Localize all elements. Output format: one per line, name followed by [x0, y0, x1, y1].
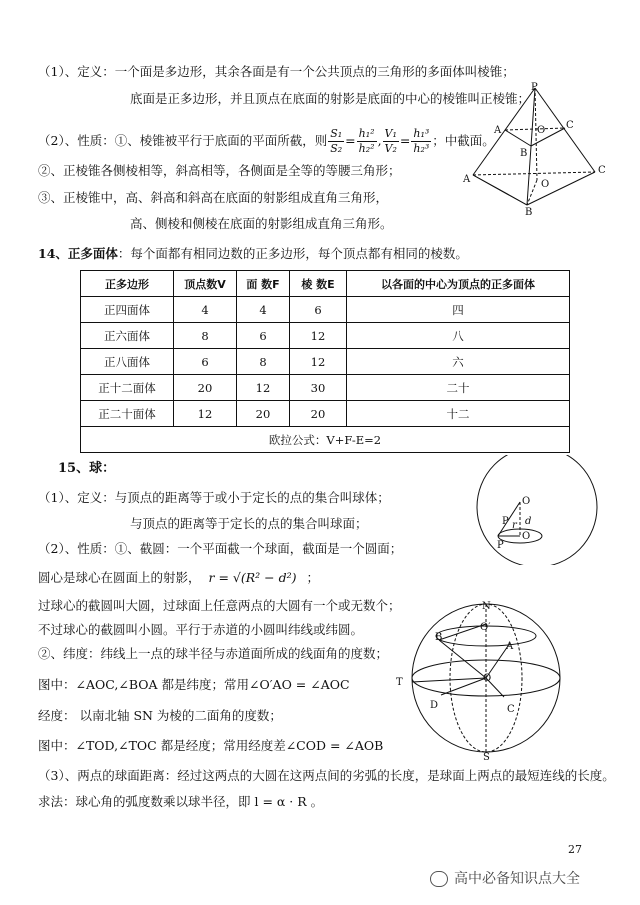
- table-row: [81, 323, 570, 349]
- table-cell: 八: [347, 323, 570, 349]
- table-cell: 20: [290, 401, 347, 427]
- sphere-section-figure: [462, 455, 612, 565]
- polyhedra-table: [80, 270, 570, 453]
- table-cell: 12: [237, 375, 290, 401]
- spherical-distance-method: 求法：球心角的弧度数乘以球半径，即 l = α · R 。: [38, 794, 324, 809]
- globe-label-a: A: [506, 641, 514, 652]
- pyramid-label-p: P: [531, 82, 538, 93]
- table-cell: 正六面体: [81, 323, 174, 349]
- polyhedra-heading: 14、正多面体：每个面都有相同边数的正多边形，每个顶点都有相同的棱数。: [38, 246, 468, 261]
- sphere-property-1d: 不过球心的截圆叫小圆。平行于赤道的小圆叫纬线或纬圆。: [38, 622, 364, 637]
- table-cell: 四: [347, 297, 570, 323]
- column-header: 正多边形: [81, 271, 174, 297]
- table-cell: 正十二面体: [81, 375, 174, 401]
- table-cell: 十二: [347, 401, 570, 427]
- column-header: 以各面的中心为顶点的正多面体: [347, 271, 570, 297]
- pyramid-property-3b: 高、侧棱和侧棱在底面的射影组成直角三角形。: [130, 216, 393, 231]
- wechat-icon: [430, 871, 448, 887]
- pyramid-label-o: O: [541, 179, 550, 190]
- pyramid-property-1: （2）、性质：①、棱锥被平行于底面的平面所截，则 $\frac{\text{S₁}}{\text{S₂}}$ = $\frac{\text{h₁²}}{\text{h₂²}}$ , $\frac{\text{V₁}}{\text{V₂}}$ = $\frac{\text{h₁³}}{\text{h₂³}}$ ；中截面。: [38, 127, 495, 155]
- table-cell: 30: [290, 375, 347, 401]
- table-row: [81, 349, 570, 375]
- globe-label-t: T: [396, 677, 403, 688]
- table-cell: 六: [347, 349, 570, 375]
- small-sphere-label-r: r: [512, 520, 517, 531]
- small-sphere-label-p: P: [502, 516, 509, 527]
- pyramid-label-o-top: O: [537, 125, 546, 136]
- pyramid-label-a: A: [463, 174, 471, 185]
- euler-formula: 欧拉公式：V+F-E=2: [81, 427, 570, 453]
- sphere-property-1: （2）、性质：①、截圆：一个平面截一个球面，截面是一个圆面；: [38, 541, 403, 556]
- pyramid-label-c: C: [598, 165, 606, 176]
- table-cell: 6: [174, 349, 237, 375]
- globe-label-o: O: [483, 673, 492, 684]
- column-header: 面 数F: [237, 271, 290, 297]
- small-sphere-label-d: d: [525, 516, 532, 527]
- column-header: 顶点数V: [174, 271, 237, 297]
- sphere-heading: 15、球：: [58, 461, 116, 476]
- pyramid-label-a-top: A: [494, 125, 502, 136]
- latitude-figure-note: 图中：∠AOC,∠BOA 都是纬度；常用∠O′AO = ∠AOC: [38, 677, 350, 692]
- table-cell: 4: [237, 297, 290, 323]
- pyramid-label-b: B: [525, 207, 533, 218]
- table-row: [81, 375, 570, 401]
- pyramid-property-3a: ③、正棱锥中，高、斜高和斜高在底面的射影组成直角三角形，: [38, 190, 389, 205]
- globe-label-n: N: [482, 601, 491, 612]
- table-cell: 8: [174, 323, 237, 349]
- pyramid-figure: [455, 80, 630, 230]
- table-row: [81, 401, 570, 427]
- longitude-definition: 经度： 以南北轴 SN 为棱的二面角的度数；: [38, 708, 282, 723]
- page-number: 27: [568, 843, 582, 856]
- pyramid-definition-2: 底面是正多边形，并且顶点在底面的射影是底面的中心的棱锥叫正棱锥；: [130, 91, 531, 106]
- small-sphere-label-o-bottom: O: [522, 531, 531, 542]
- sphere-definition-2: 与顶点的距离等于定长的点的集合叫球面；: [130, 516, 368, 531]
- longitude-figure-note: 图中：∠TOD,∠TOC 都是经度；常用经度差∠COD = ∠AOB: [38, 738, 384, 753]
- table-cell: 20: [237, 401, 290, 427]
- pyramid-label-b-top: B: [520, 148, 528, 159]
- sphere-property-2: ②、纬度：纬线上一点的球半径与赤道面所成的线面角的度数；: [38, 646, 389, 661]
- table-cell: 6: [237, 323, 290, 349]
- table-cell: 正四面体: [81, 297, 174, 323]
- sphere-definition-1: （1）、定义：与顶点的距离等于或小于定长的点的集合叫球体；: [38, 490, 390, 505]
- table-cell: 二十: [347, 375, 570, 401]
- table-cell: 4: [174, 297, 237, 323]
- globe-label-b: B: [435, 632, 443, 643]
- spherical-distance: （3）、两点的球面距离：经过这两点的大圆在这两点间的劣弧的长度，是球面上两点的最短连线的长度。: [38, 768, 615, 783]
- sphere-property-1b: 圆心是球心在圆面上的射影， r = √(R² − d²) ；: [38, 570, 320, 585]
- table-cell: 12: [174, 401, 237, 427]
- table-cell: 12: [290, 323, 347, 349]
- small-sphere-label-p-bottom: P: [497, 540, 504, 551]
- column-header: 棱 数E: [290, 271, 347, 297]
- watermark: 高中必备知识点大全: [430, 868, 580, 888]
- small-sphere-label-o-top: O: [522, 496, 531, 507]
- table-cell: 正八面体: [81, 349, 174, 375]
- table-cell: 6: [290, 297, 347, 323]
- table-cell: 正二十面体: [81, 401, 174, 427]
- globe-label-c: C: [507, 704, 515, 715]
- globe-label-s: S: [483, 752, 490, 763]
- pyramid-label-c-top: C: [566, 120, 574, 131]
- volume-ratio: $\frac{\text{V₁}}{\text{V₂}}$: [384, 127, 397, 155]
- pyramid-property-2: ②、正棱锥各侧棱相等，斜高相等，各侧面是全等的等腰三角形；: [38, 163, 401, 178]
- table-header-row: [81, 271, 570, 297]
- table-row: [81, 297, 570, 323]
- table-cell: 12: [290, 349, 347, 375]
- area-ratio: $\frac{\text{S₁}}{\text{S₂}}$: [330, 127, 343, 155]
- radius-formula: r = √(R² − d²): [208, 570, 297, 585]
- table-cell: 8: [237, 349, 290, 375]
- pyramid-property-prefix: （2）、性质：①、棱锥被平行于底面的平面所截，则: [38, 133, 328, 148]
- pyramid-definition-1: （1）、定义：一个面是多边形，其余各面是有一个公共顶点的三角形的多面体叫棱锥；: [38, 64, 515, 79]
- globe-label-o-prime: O′: [480, 622, 491, 633]
- euler-row: [81, 427, 570, 453]
- globe-label-d: D: [430, 700, 439, 711]
- table-cell: 20: [174, 375, 237, 401]
- sphere-property-1c: 过球心的截圆叫大圆，过球面上任意两点的大圆有一个或无数个；: [38, 598, 401, 613]
